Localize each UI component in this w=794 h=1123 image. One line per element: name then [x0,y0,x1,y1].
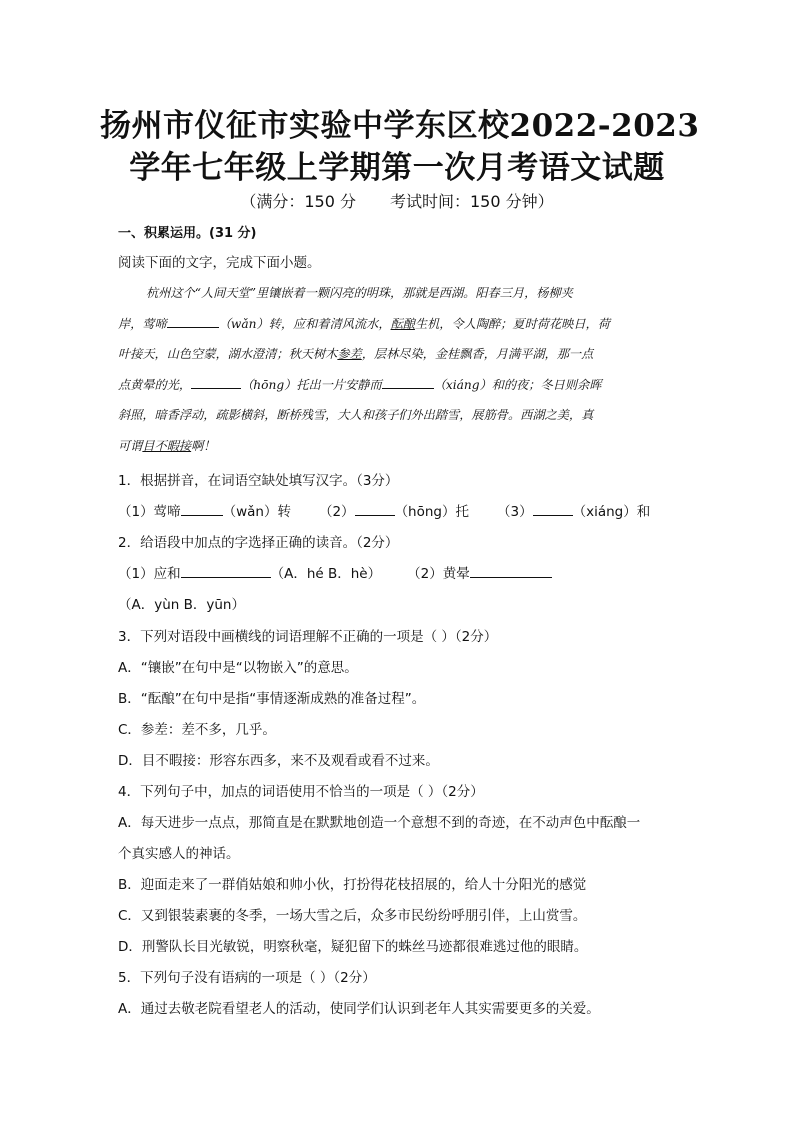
underlined-word: 目不暇接 [142,439,192,453]
item-text: （1）莺啼 [118,504,181,520]
passage-line-3 [118,345,665,362]
passage-line-4 [118,376,665,393]
option-a: A．“镶嵌”在句中是“以物嵌入”的意思。 [118,660,358,676]
exam-info [0,189,794,212]
passage-text: 叶接天，山色空蒙，湖水澄清；秋天树木 [118,347,338,361]
passage-text: 啊！ [191,439,216,453]
option-b: B．迎面走来了一群俏姑娘和帅小伙，打扮得花枝招展的，给人十分阳光的感觉 [118,877,587,893]
option-a-continued: 个真实感人的神话。 [118,846,240,862]
passage-text: 可谓 [118,439,143,453]
full-score: （满分：150 分 [240,192,356,211]
passage-line-1: 杭州这个“人间天堂”里镶嵌着一颗闪亮的明珠，那就是西湖。阳春三月，杨柳夹 [146,286,573,300]
fill-blank [167,315,219,328]
question-5: 5．下列句子没有语病的一项是（ ）（2分） [118,970,376,986]
passage-text: ，层林尽染，金桂飘香，月满平湖，那一点 [361,347,594,361]
question-2: 2．给语段中加点的字选择正确的读音。（2分） [118,535,399,551]
fill-blank[interactable] [181,503,223,516]
section-heading: 一、积累运用。(31 分) [118,226,257,241]
exam-time: 考试时间：150 分钟） [390,192,554,211]
passage-text: （xiáng）和的夜；冬日则余晖 [433,378,602,392]
item-text: （3） [497,504,533,520]
underlined-word: 酝酿 [390,317,415,331]
item-text: （wǎn）转 [222,504,291,520]
question-4: 4．下列句子中，加点的词语使用不恰当的一项是（ ）（2分） [118,784,484,800]
item-text: （A．hé B．hè） [270,566,382,582]
question-3: 3．下列对语段中画横线的词语理解不正确的一项是（ ）（2分） [118,629,498,645]
question-2-options: （A．yùn B．yūn） [118,597,245,613]
option-c: C．参差：差不多，几乎。 [118,722,276,738]
passage-line-6 [118,437,665,454]
passage-line-2 [118,315,665,332]
underlined-word: 参差 [337,347,362,361]
item-text: （hōng）托 [394,504,470,520]
item-text: （xiáng）和 [572,504,651,520]
fill-blank [382,376,434,389]
item-text: （2） [318,504,355,520]
passage-text: 岸，莺啼 [118,317,167,331]
fill-blank[interactable] [470,565,552,578]
option-a: A．每天进步一点点，那简直是在默默地创造一个意想不到的奇迹，在不动声色中酝酿一 [118,815,641,831]
passage-text: （wǎn）转，应和着清风流水， [218,317,391,331]
option-d: D．目不暇接：形容东西多，来不及观看或看不过来。 [118,753,439,769]
passage-text: 生机，令人陶醉；夏时荷花映日，荷 [414,317,610,331]
section-instruction: 阅读下面的文字，完成下面小题。 [118,255,321,271]
option-c: C．又到银装素裹的冬季，一场大雪之后，众多市民纷纷呼朋引伴，上山赏雪。 [118,908,587,924]
fill-blank[interactable] [181,565,271,578]
fill-blank [191,376,241,389]
option-a: A．通过去敬老院看望老人的活动，使同学们认识到老年人其实需要更多的关爱。 [118,1001,600,1017]
question-1-items [118,500,650,520]
option-d: D．刑警队长目光敏锐，明察秋毫，疑犯留下的蛛丝马迹都很难逃过他的眼睛。 [118,939,588,955]
fill-blank[interactable] [533,503,573,516]
passage-text: 点黄晕的光， [118,378,192,392]
item-text: （1）应和 [118,566,181,582]
passage-text: （hōng）托出一片安静而 [241,378,382,392]
exam-title-line-1: 扬州市仪征市实验中学东区校2022-2023 [100,108,700,144]
option-b: B．“酝酿”在句中是指“事情逐渐成熟的准备过程”。 [118,691,426,707]
item-text: （2）黄晕 [407,566,470,582]
question-2-items [118,562,552,582]
fill-blank[interactable] [355,503,395,516]
exam-title-line-2: 学年七年级上学期第一次月考语文试题 [129,150,665,186]
passage-line-5: 斜照，暗香浮动，疏影横斜，断桥残雪，大人和孩子们外出踏雪，展筋骨。西湖之美，真 [118,408,594,422]
question-1: 1．根据拼音，在词语空缺处填写汉字。（3分） [118,473,399,489]
